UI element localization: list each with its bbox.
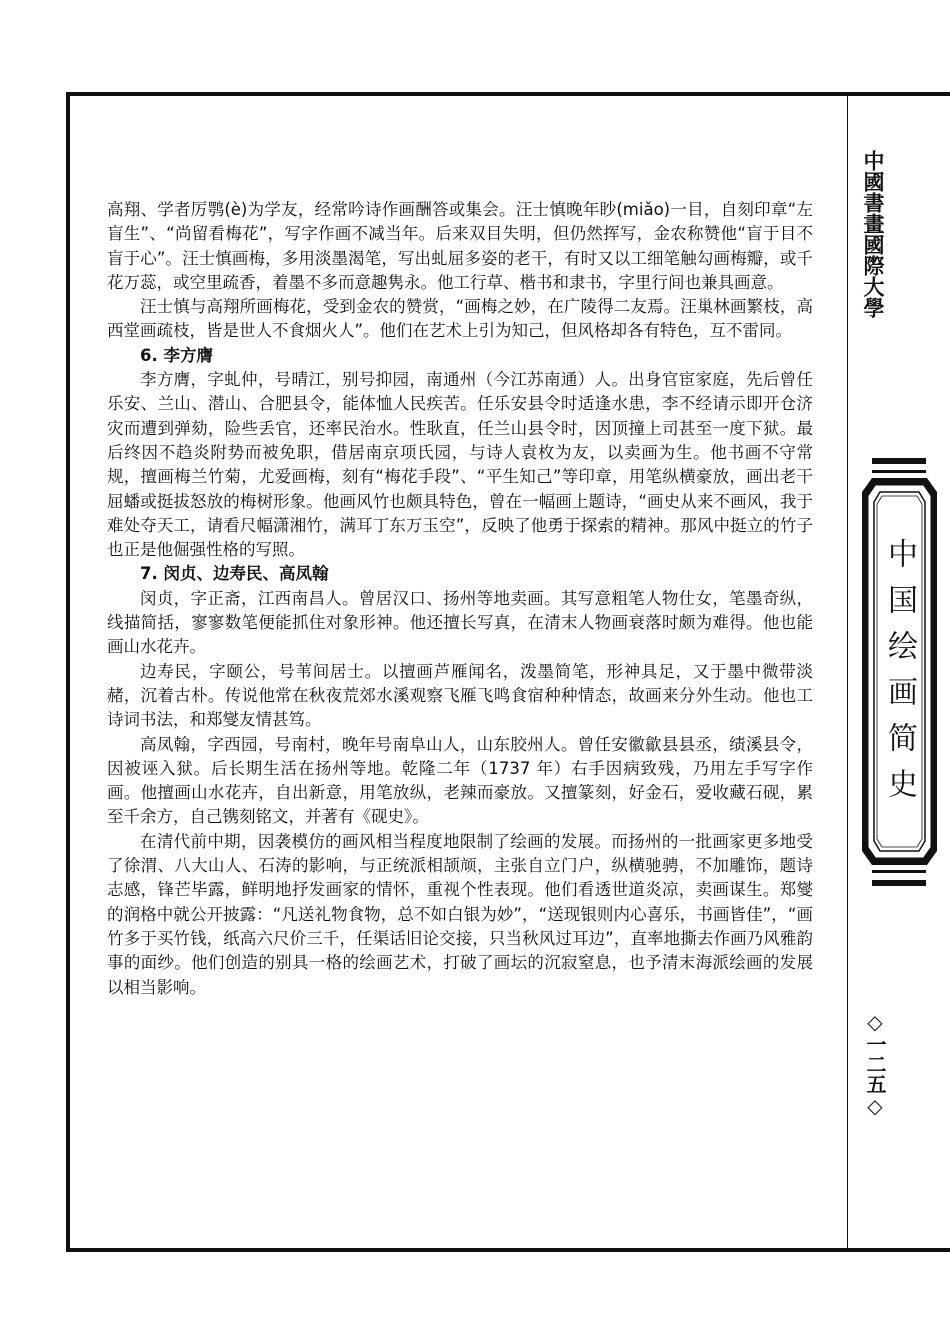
section-heading: 6. 李方膺 — [140, 345, 213, 365]
title-bar-top-thin — [872, 470, 926, 473]
paragraph: 在清代前中期，因袭模仿的画风相当程度地限制了绘画的发展。而扬州的一批画家更多地受了徐渭、八大山人、石涛的影响，与正统派相颉颃，主张自立门户，纵横驰骋，不加雕饰，题诗志感，锋芒毕露，鲜明地抒发画家的情怀，重视个性表现。他们看透世道炎凉，卖画谋生。郑燮的润格中就公开披露：“凡送礼物食物，总不如白银为妙”，“送现银则内心喜乐，书画皆佳”，“画竹多于买竹钱，纸高六尺价三千，任渠话旧论交接，只当秋风过耳边”，直率地撕去作画乃风雅韵事的面纱。他们创造的别具一格的绘画艺术，打破了画坛的沉寂窒息，也予清末海派绘画的发展以相当影响。 — [107, 831, 813, 997]
title-bar-bottom — [872, 880, 926, 886]
title-bar-bottom-thin — [872, 870, 926, 873]
paragraph: 李方膺，字虬仲，号晴江，别号抑园，南通州（今江苏南通）人。出身官宦家庭，先后曾任乐安、兰山、潜山、合肥县令，能体恤人民疾苦。任乐安县令时适逢水患，李不经请示即开仓济灾而遭到弹劾，险些丢官，还率民治水。性耿直，任兰山县令时，因顶撞上司甚至一度下狱。最后终因不趋炎附势而被免职，借居南京项氏园，与诗人袁枚为友，以卖画为生。他书画不守常规，擅画梅兰竹菊，尤爱画梅，刻有“梅花手段”、“平生知己”等印章，用笔纵横豪放，画出老干屈蟠或挺拔怒放的梅树形象。他画风竹也颇具特色，曾在一幅画上题诗，“画史从来不画风，我于难处夺天工，请看尺幅潇湘竹，满耳丁东万玉空”，反映了他勇于探索的精神。那风中挺立的竹子也正是他倔强性格的写照。 — [107, 370, 813, 560]
paragraph: 闵贞，字正斋，江西南昌人。曾居汉口、扬州等地卖画。其写意粗笔人物仕女，笔墨奇纵，线描简括，寥寥数笔便能抓住对象形神。他还擅长写真，在清末人物画衰落时颇为难得。他也能画山水花卉。 — [107, 588, 813, 657]
sidebar-divider — [847, 96, 848, 1248]
book-title: 中国绘画简史 — [882, 538, 917, 814]
body-text — [107, 198, 813, 1000]
paragraph: 高翔、学者厉鹗(è)为学友，经常吟诗作画酬答或集会。汪士慎晚年眇(miǎo)一目，自刻印章“左盲生”、“尚留看梅花”，写字作画不减当年。后来双目失明，但仍然挥写，金农称赞他“盲于目不盲于心”。汪士慎画梅，多用淡墨渴笔，写出虬屈多姿的老干，有时又以工细笔触勾画梅瓣，或千花万蕊，或空里疏香，着墨不多而意趣隽永。他工行草、楷书和隶书，字里行间也兼具画意。 — [107, 200, 813, 292]
paragraph: 汪士慎与高翔所画梅花，受到金农的赞赏，“画梅之妙，在广陵得二友焉。汪巢林画繁枝，高西堂画疏枝，皆是世人不食烟火人”。他们在艺术上引为知己，但风格却各有特色，互不雷同。 — [107, 297, 813, 341]
book-title-box — [862, 478, 937, 865]
section-heading: 7. 闵贞、边寿民、高凤翰 — [140, 564, 329, 584]
paragraph: 边寿民，字颐公，号苇间居士。以擅画芦雁闻名，泼墨简笔，形神具足，又于墨中微带淡赭，沉着古朴。传说他常在秋夜荒郊水溪观察飞雁飞鸣食宿种种情态，故画来分外生动。他也工诗词书法，和郑燮友情甚笃。 — [107, 661, 813, 730]
school-name: 中國書畫國際大學 — [861, 150, 885, 318]
page-number: ◇一二五◇ — [863, 1010, 887, 1118]
title-bar-top — [872, 458, 926, 464]
paragraph: 高凤翰，字西园，号南村，晚年号南阜山人，山东胶州人。曾任安徽歙县县丞，绩溪县令，因被诬入狱。后长期生活在扬州等地。乾隆二年（1737 年）右手因病致残，乃用左手写字作画。他擅画山水花卉，自出新意，用笔放纵，老辣而豪放。又擅篆刻，好金石，爱收藏石砚，累至千余方，自己镌刻铭文，并著有《砚史》。 — [107, 734, 813, 827]
